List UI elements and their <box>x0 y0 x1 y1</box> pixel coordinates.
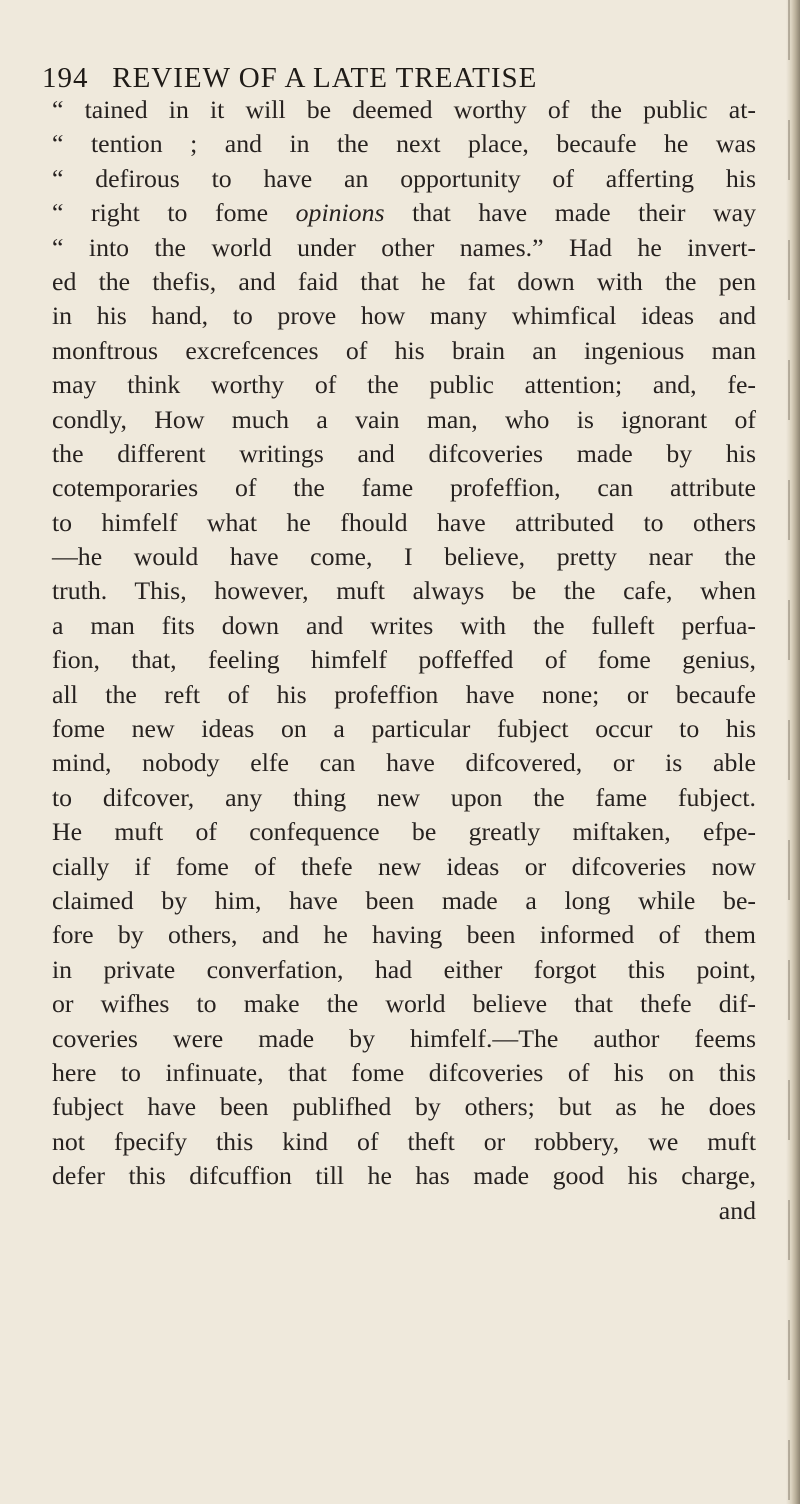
text-fragment: that have made their way <box>384 198 757 228</box>
text-line: “ into the world under other names.” Had he invert- <box>52 232 756 262</box>
text-line: to himfelf what he fhould have attributed to others <box>52 507 756 537</box>
text-line: or wifhes to make the world believe that thefe dif- <box>52 989 756 1019</box>
italic-word-opinions: opinions <box>295 198 385 228</box>
page-edge-shadow <box>786 0 800 1504</box>
text-line: cotemporaries of the fame profeffion, can attribute <box>52 473 756 503</box>
text-line: fion, that, feeling himfelf poffeffed of fome genius, <box>52 645 756 675</box>
text-line: to difcover, any thing new upon the fame fubject. <box>52 782 756 812</box>
text-line: coveries were made by himfelf.—The author feems <box>52 1023 756 1053</box>
text-line: fore by others, and he having been informed of them <box>52 920 756 950</box>
text-line-with-italic <box>52 196 756 230</box>
text-line: in private converfation, had either forgot this point, <box>52 954 756 984</box>
page-header <box>42 58 762 98</box>
text-line: a man fits down and writes with the fulleft perfua- <box>52 610 756 640</box>
text-line: the different writings and difcoveries made by his <box>52 438 756 468</box>
text-line: not fpecify this kind of theft or robbery, we muft <box>52 1126 756 1156</box>
text-line: “ tention ; and in the next place, becaufe he was <box>52 129 756 159</box>
text-line: “ defirous to have an opportunity of afferting his <box>52 163 756 193</box>
text-line: fubject have been publifhed by others; but as he does <box>52 1092 756 1122</box>
catchword: and <box>718 1195 756 1225</box>
text-line: fome new ideas on a particular fubject occur to his <box>52 714 756 744</box>
text-line: He muft of confequence be greatly miftaken, efpe- <box>52 817 756 847</box>
text-line: here to infinuate, that fome difcoveries of his on this <box>52 1057 756 1087</box>
text-line: truth. This, however, muft always be the cafe, when <box>52 576 756 606</box>
page-number: 194 <box>42 62 89 94</box>
text-line: condly, How much a vain man, who is ignorant of <box>52 404 756 434</box>
text-fragment: “ right to fome <box>52 198 269 228</box>
text-line: all the reft of his profeffion have none; or becaufe <box>52 679 756 709</box>
text-line: in his hand, to prove how many whimfical ideas and <box>52 301 756 331</box>
text-line: defer this difcuffion till he has made good his charge, <box>52 1161 756 1191</box>
text-line: ed the thefis, and faid that he fat down with the pen <box>52 266 756 296</box>
text-line: mind, nobody elfe can have difcovered, or is able <box>52 748 756 778</box>
running-head: REVIEW OF A LATE TREATISE <box>112 62 538 94</box>
text-line: —he would have come, I believe, pretty near the <box>52 542 756 572</box>
text-line: cially if fome of thefe new ideas or difcoveries now <box>52 851 756 881</box>
text-line: “ tained in it will be deemed worthy of the public at- <box>52 95 756 124</box>
body-text <box>52 93 756 1228</box>
text-line: monftrous excrefcences of his brain an ingenious man <box>52 335 756 365</box>
text-line: may think worthy of the public attention; and, fe- <box>52 370 756 400</box>
text-line: claimed by him, have been made a long while be- <box>52 885 756 915</box>
